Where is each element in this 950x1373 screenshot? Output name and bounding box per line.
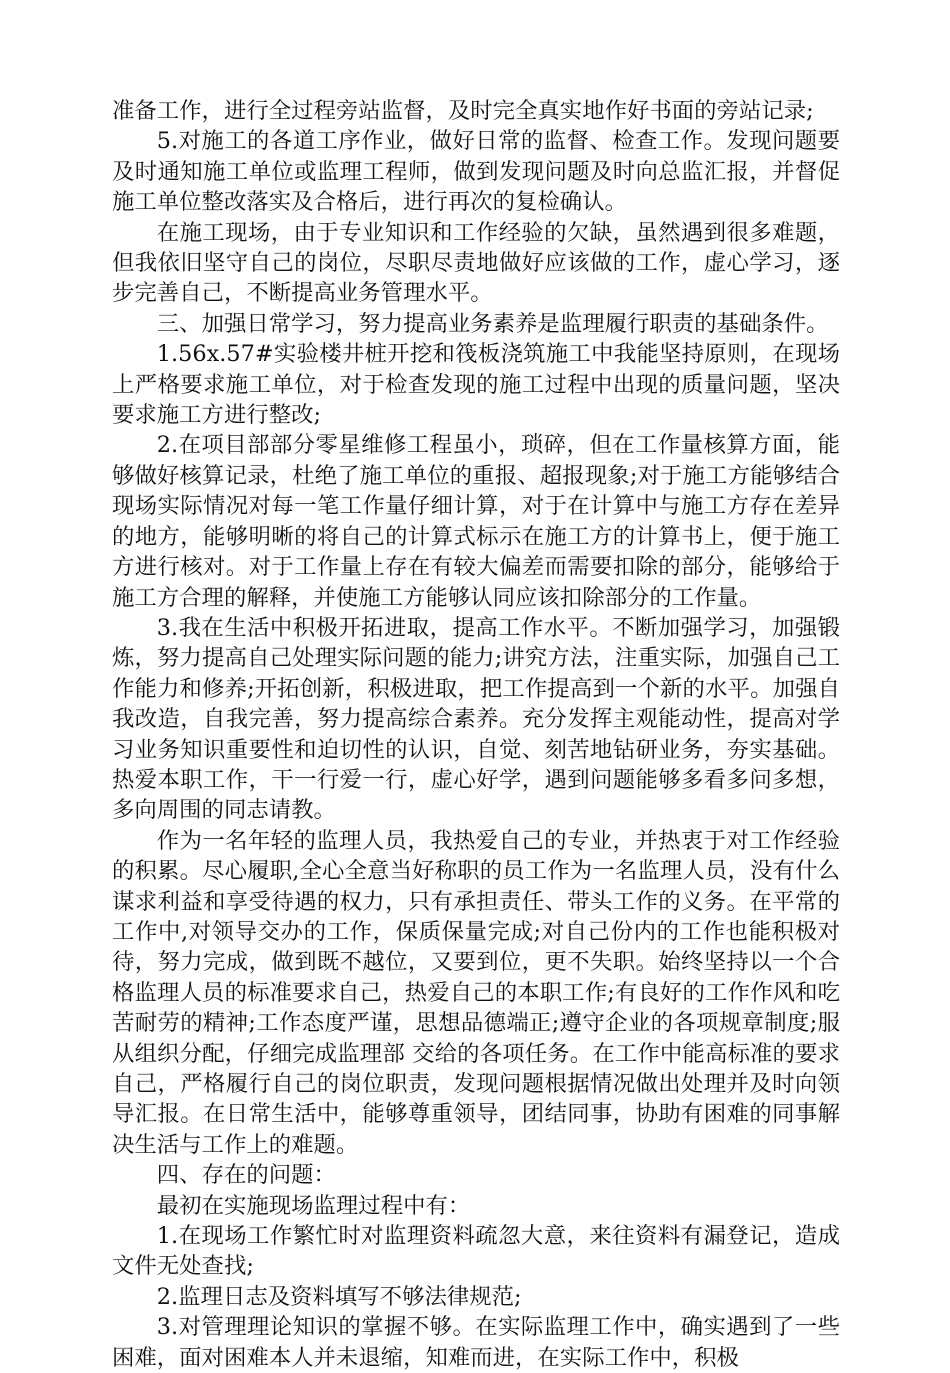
- paragraph: 2.在项目部部分零星维修工程虽小，琐碎，但在工作量核算方面，能够做好核算记录，杜绝了施工单位的重报、超报现象;对于施工方能够结合现场实际情况对每一笔工作量仔细计算，对于在计算中与施工方存在差异的地方，能够明晰的将自己的计算式标示在施工方的计算书上，便于施工方进行核对。对于工作量上存在有较大偏差而需要扣除的部分，能够给于施工方合理的解释，并使施工方能够认同应该扣除部分的工作量。: [112, 432, 840, 611]
- paragraph: 在施工现场，由于专业知识和工作经验的欠缺，虽然遇到很多难题，但我依旧坚守自己的岗位，尽职尽责地做好应该做的工作，虚心学习，逐步完善自己，不断提高业务管理水平。: [112, 219, 840, 307]
- paragraph: 作为一名年轻的监理人员，我热爱自己的专业，并热衷于对工作经验的积累。尽心履职,全心全意当好称职的员工作为一名监理人员，没有什么谋求利益和享受待遇的权力，只有承担责任、带头工作的义务。在平常的工作中,对领导交办的工作，保质保量完成;对自己份内的工作也能积极对待，努力完成，做到既不越位，又要到位，更不失职。始终坚持以一个合格监理人员的标准要求自己，热爱自己的本职工作;有良好的工作作风和吃苦耐劳的精神;工作态度严谨，思想品德端正;遵守企业的各项规章制度;服从组织分配，仔细完成监理部 交给的各项任务。在工作中能高标准的要求自己，严格履行自己的岗位职责，发现问题根据情况做出处理并及时向领导汇报。在日常生活中，能够尊重领导，团结同事，协助有困难的同事解决生活与工作上的难题。: [112, 827, 840, 1158]
- paragraph: 1.在现场工作繁忙时对监理资料疏忽大意，来往资料有漏登记，造成文件无处查找;: [112, 1223, 840, 1280]
- section-heading: 三、加强日常学习，努力提高业务素养是监理履行职责的基础条件。: [156, 310, 829, 337]
- document-body: [112, 96, 840, 1373]
- paragraph: 2.监理日志及资料填写不够法律规范;: [156, 1283, 522, 1310]
- paragraph: 准备工作，进行全过程旁站监督，及时完全真实地作好书面的旁站记录;: [112, 98, 814, 124]
- paragraph: 5.对施工的各道工序作业，做好日常的监督、检查工作。发现问题要及时通知施工单位或监理工程师，做到发现问题及时向总监汇报，并督促施工单位整改落实及合格后，进行再次的复检确认。: [112, 128, 840, 216]
- section-heading: 四、存在的问题：: [156, 1162, 336, 1189]
- paragraph: 1.56x.57#实验楼井桩开挖和筏板浇筑施工中我能坚持原则，在现场上严格要求施工单位，对于检查发现的施工过程中出现的质量问题，坚决要求施工方进行整改;: [112, 341, 840, 429]
- paragraph: 3.我在生活中积极开拓进取，提高工作水平。不断加强学习，加强锻炼，努力提高自己处理实际问题的能力;讲究方法，注重实际，加强自己工作能力和修养;开拓创新，积极进取，把工作提高到一个新的水平。加强自我改造，自我完善，努力提高综合素养。充分发挥主观能动性，提高对学习业务知识重要性和迫切性的认识，自觉、刻苦地钻研业务，夯实基础。热爱本职工作，干一行爱一行，虚心好学，遇到问题能够多看多问多想，多向周围的同志请教。: [112, 614, 840, 824]
- paragraph: 最初在实施现场监理过程中有：: [156, 1192, 471, 1219]
- paragraph: 3.对管理理论知识的掌握不够。在实际监理工作中，确实遇到了一些困难，面对困难本人并未退缩，知难而进，在实际工作中，积极: [112, 1314, 840, 1371]
